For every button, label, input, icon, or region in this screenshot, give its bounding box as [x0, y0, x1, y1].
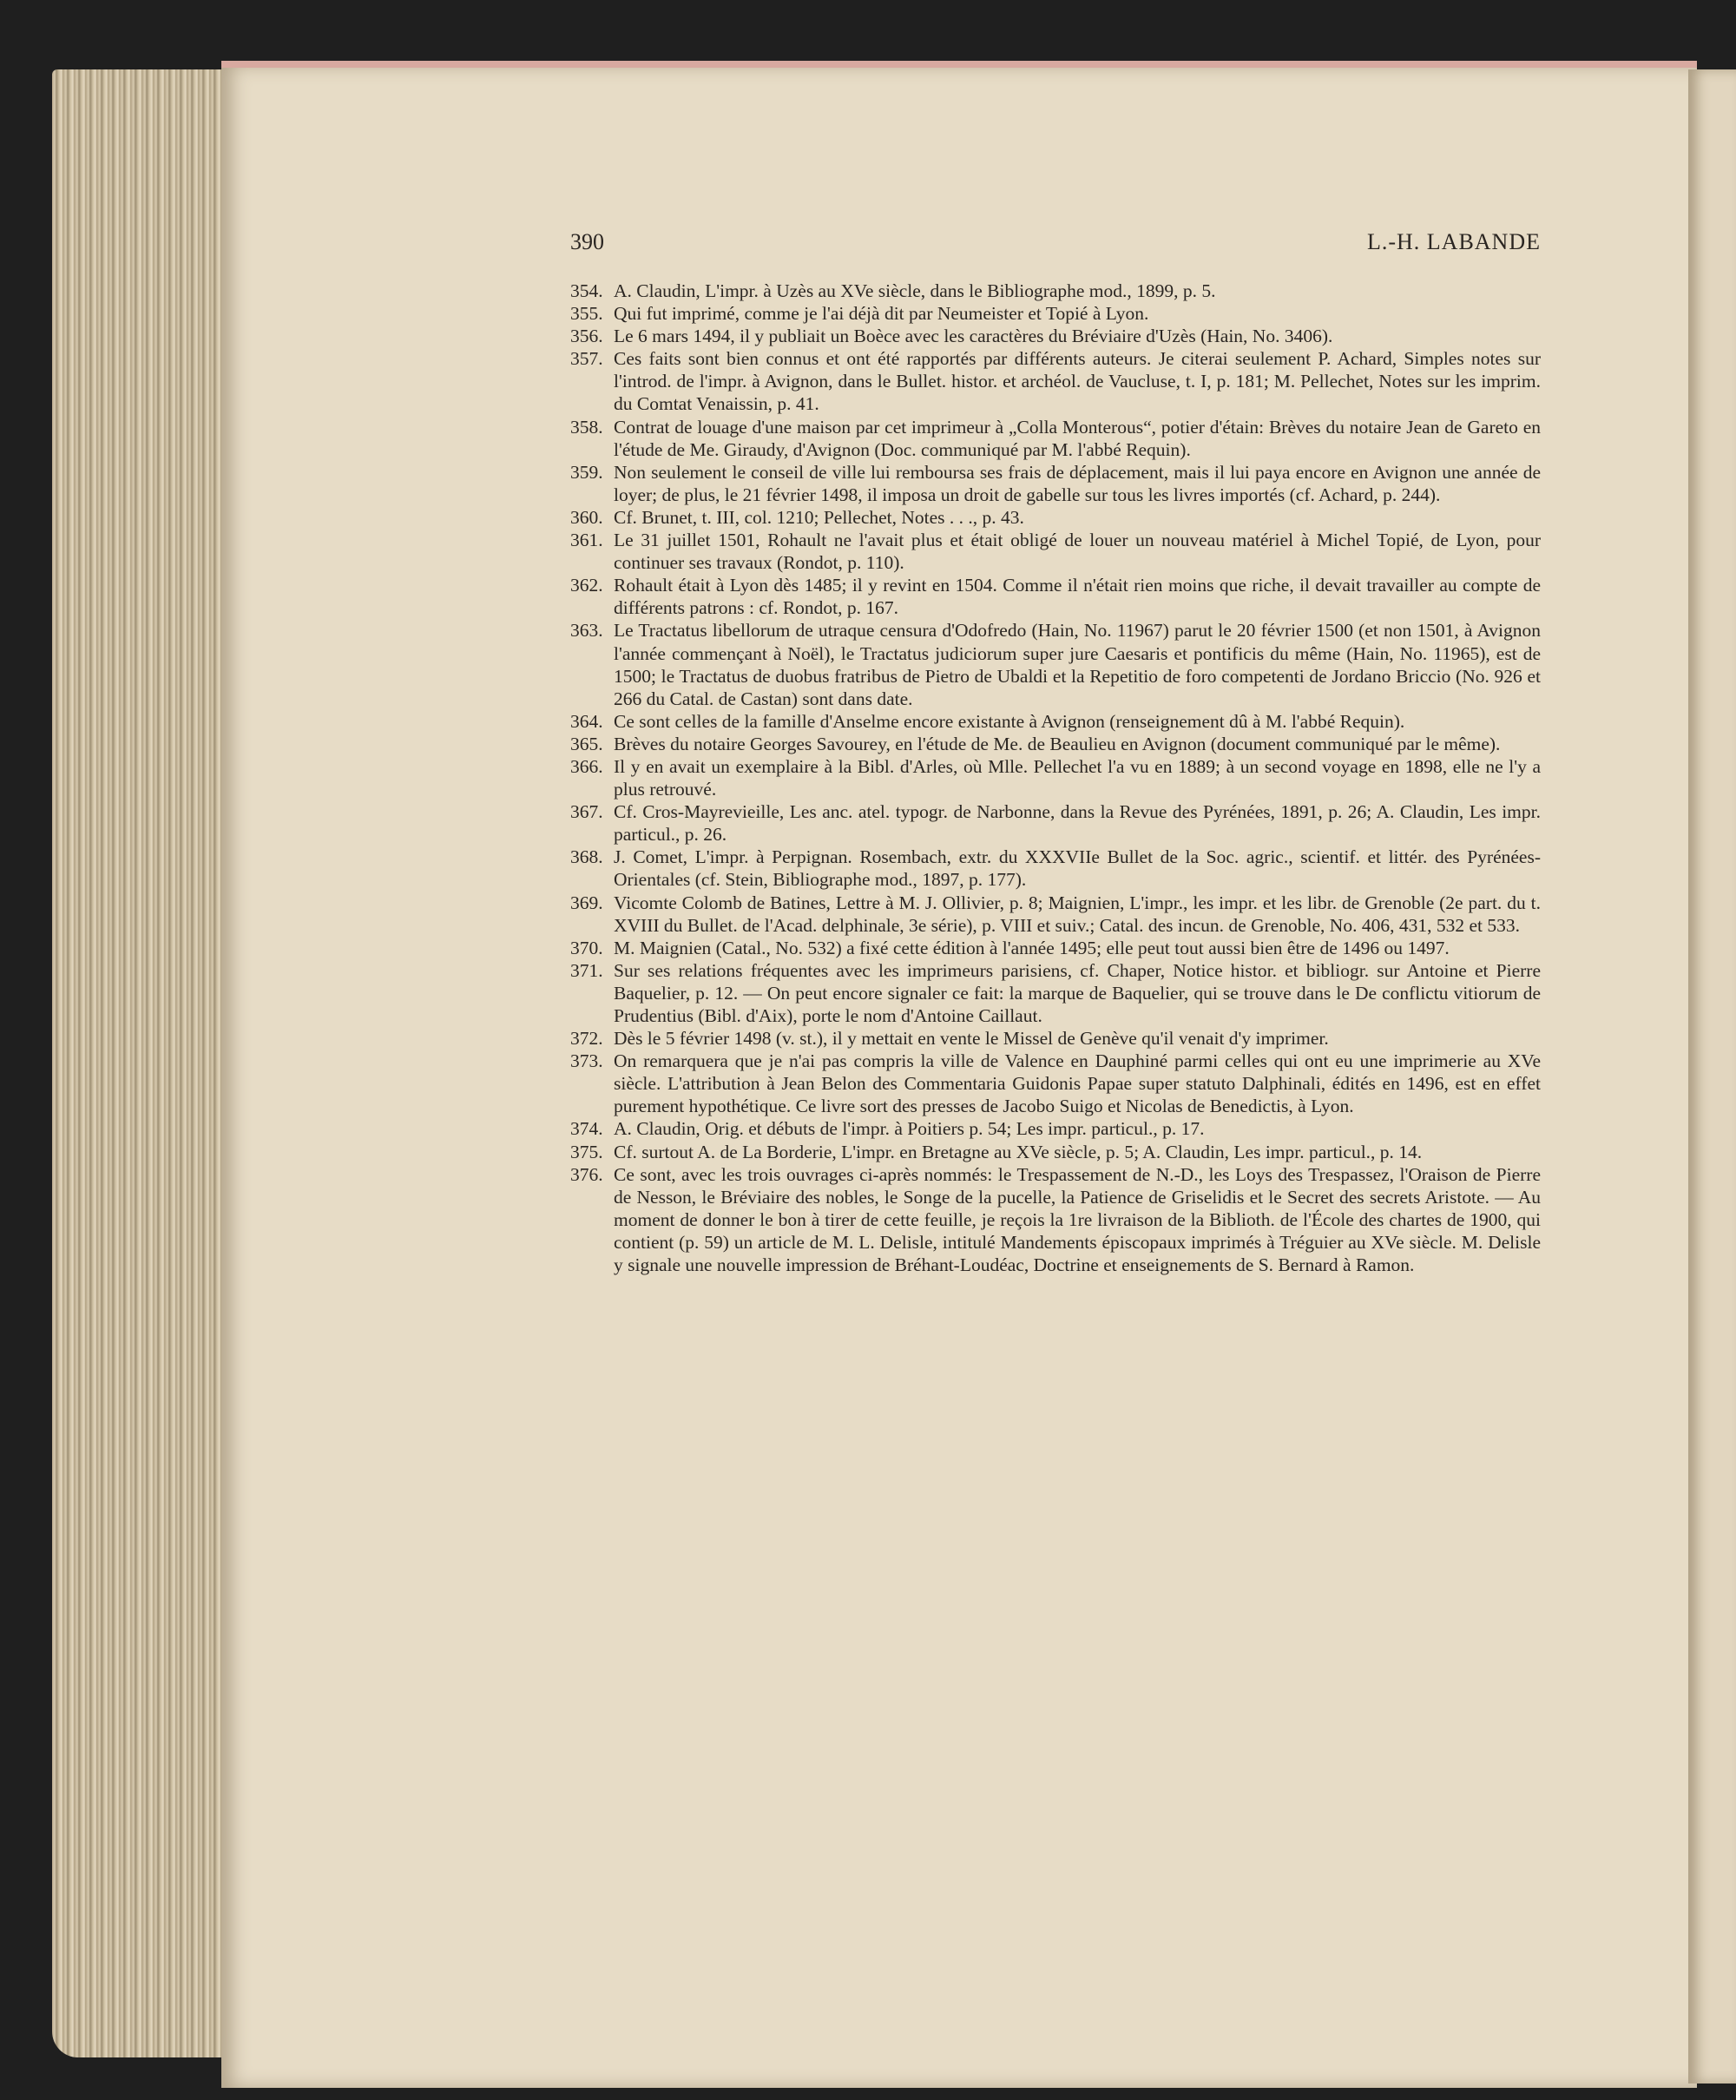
footnote-number: 372.	[570, 1028, 603, 1050]
footnote-text: Cf. surtout A. de La Borderie, L'impr. en Bretagne au XVe siècle, p. 5; A. Claudin, Les impr. particul., p. 14.	[614, 1141, 1423, 1162]
footnote-number: 369.	[570, 892, 603, 913]
page-top-edge	[221, 61, 1697, 68]
footnote-text: Rohault était à Lyon dès 1485; il y revint en 1504. Comme il n'était rien moins que riche, il devait travailler au compte de différents patrons : cf. Rondot, p. 167.	[614, 575, 1541, 619]
footnote	[570, 347, 1541, 415]
footnote-text: Ce sont celles de la famille d'Anselme encore existante à Avignon (renseignement dû à M. l'abbé Requin).	[614, 710, 1405, 732]
footnote-number: 359.	[570, 461, 603, 483]
footnote	[570, 892, 1541, 937]
footnote-text: Dès le 5 février 1498 (v. st.), il y mettait en vente le Missel de Genève qu'il venait d'y imprimer.	[614, 1028, 1329, 1050]
footnote	[570, 1050, 1541, 1117]
footnote-number: 368.	[570, 846, 603, 868]
footnote-number: 373.	[570, 1050, 603, 1072]
footnote	[570, 325, 1541, 347]
footnote	[570, 959, 1541, 1027]
footnote	[570, 1163, 1541, 1276]
footnote	[570, 529, 1541, 574]
footnote-number: 374.	[570, 1118, 603, 1140]
footnote	[570, 800, 1541, 846]
footnote-text: Le 31 juillet 1501, Rohault ne l'avait plus et était obligé de louer un nouveau matériel à Michel Topié, de Lyon, pour continuer ses travaux (Rondot, p. 110).	[614, 530, 1541, 574]
footnote-number: 361.	[570, 530, 603, 551]
footnote	[570, 755, 1541, 800]
footnote-text: Brèves du notaire Georges Savourey, en l'étude de Me. de Beaulieu en Avignon (document communiqué par le même).	[614, 733, 1501, 754]
footnote-text: Sur ses relations fréquentes avec les imprimeurs parisiens, cf. Chaper, Notice histor. et bibliogr. sur Antoine et Pierre Baquelier, p. 12. — On peut encore signaler ce fait: la marque de Baquelier, qui se trouve dans le De conflictu vitiorum de Prudentius (Bibl. d'Aix), porte le nom d'Antoine Caillaut.	[614, 959, 1541, 1026]
footnote	[570, 846, 1541, 891]
footnote-number: 376.	[570, 1163, 603, 1185]
footnote-text: Contrat de louage d'une maison par cet imprimeur à „Colla Monterous“, potier d'étain: Brèves du notaire Jean de Gareto en l'étude de Me. Giraudy, d'Avignon (Doc. communiqué par M. l'abbé Requin).	[614, 416, 1541, 460]
footnote	[570, 416, 1541, 461]
footnote-text: Cf. Cros-Mayrevieille, Les anc. atel. typogr. de Narbonne, dans la Revue des Pyrénées, 1891, p. 26; A. Claudin, Les impr. particul., p. 26.	[614, 801, 1541, 846]
footnote-number: 363.	[570, 620, 603, 642]
footnote	[570, 1117, 1541, 1140]
footnote-number: 360.	[570, 506, 603, 528]
footnote	[570, 506, 1541, 529]
footnote-text: Le Tractatus libellorum de utraque censura d'Odofredo (Hain, No. 11967) parut le 20 février 1500 (et non 1501, à Avignon l'année commençant à Noël), le Tractatus judiciorum super jure Caesaris et pontificis du même (Hain, No. 11965), est de 1500; le Tractatus de duobus fratribus de Pietro de Ubaldi et la Repetitio de foro competenti de Jordano Briccio (No. 926 et 266 du Catal. de Castan) sont dans date.	[614, 620, 1541, 709]
footnote-number: 356.	[570, 326, 603, 347]
footnote-text: On remarquera que je n'ai pas compris la ville de Valence en Dauphiné parmi celles qui ont eu une imprimerie au XVe siècle. L'attribution à Jean Belon des Commentaria Guidonis Papae super statuto Dalphinali, édités en 1496, est en effet purement hypothétique. Ce livre sort des presses de Jacobo Suigo et Nicolas de Benedictis, à Lyon.	[614, 1050, 1541, 1117]
footnote-text: Vicomte Colomb de Batines, Lettre à M. J. Ollivier, p. 8; Maignien, L'impr., les impr. et les libr. de Grenoble (2e part. du t. XVIII du Bullet. de l'Acad. delphinale, 3e série), p. VIII et suiv.; Catal. des incun. de Grenoble, No. 406, 431, 532 et 533.	[614, 892, 1541, 936]
footnote-text: Qui fut imprimé, comme je l'ai déjà dit par Neumeister et Topié à Lyon.	[614, 303, 1149, 325]
footnote	[570, 302, 1541, 325]
footnote-number: 366.	[570, 755, 603, 777]
footnote	[570, 1141, 1541, 1163]
footnote-number: 358.	[570, 416, 603, 438]
footnote-text: Il y en avait un exemplaire à la Bibl. d'Arles, où Mlle. Pellechet l'a vu en 1889; à un second voyage en 1898, elle ne l'y a plus retrouvé.	[614, 755, 1541, 800]
footnote-text: M. Maignien (Catal., No. 532) a fixé cette édition à l'année 1495; elle peut tout aussi bien être de 1496 ou 1497.	[614, 937, 1450, 958]
facing-page-edge	[1688, 69, 1736, 2084]
running-head	[570, 229, 1541, 264]
footnote-text: A. Claudin, L'impr. à Uzès au XVe siècle, dans le Bibliographe mod., 1899, p. 5.	[614, 280, 1216, 301]
footnote	[570, 937, 1541, 959]
footnote-number: 357.	[570, 348, 603, 370]
footnote-number: 354.	[570, 280, 603, 301]
footnote-text: Ce sont, avec les trois ouvrages ci-après nommés: le Trespassement de N.-D., les Loys des Trespassez, l'Oraison de Pierre de Nesson, le Bréviaire des nobles, le Songe de la pucelle, la Patience de Griselidis et le Secret des secrets Aristote. — Au moment de donner le bon à tirer de cette feuille, je reçois la 1re livraison de la Biblioth. de l'École des chartes de 1900, qui contient (p. 59) un article de M. L. Delisle, intitulé Mandements épiscopaux imprimés à Tréguier au XVe siècle. M. Delisle y signale une nouvelle impression de Bréhant-Loudéac, Doctrine et enseignements de S. Bernard à Ramon.	[614, 1163, 1541, 1276]
page-number: 390	[570, 229, 604, 254]
footnote-text: A. Claudin, Orig. et débuts de l'impr. à Poitiers p. 54; Les impr. particul., p. 17.	[614, 1118, 1205, 1140]
footnote-number: 362.	[570, 575, 603, 596]
footnote	[570, 280, 1541, 302]
footnote	[570, 461, 1541, 506]
footnotes-list	[570, 280, 1541, 1276]
book-page-edges	[52, 69, 239, 2057]
running-author: L.-H. LABANDE	[1366, 229, 1541, 254]
footnote-number: 371.	[570, 959, 603, 981]
footnote-number: 365.	[570, 733, 603, 754]
footnote-text: Cf. Brunet, t. III, col. 1210; Pellechet, Notes . . ., p. 43.	[614, 506, 1024, 528]
footnote	[570, 733, 1541, 755]
footnote-number: 375.	[570, 1141, 603, 1162]
footnote	[570, 1027, 1541, 1050]
footnote-number: 367.	[570, 801, 603, 823]
footnote-text: Non seulement le conseil de ville lui remboursa ses frais de déplacement, mais il lui paya encore en Avignon une année de loyer; de plus, le 21 février 1498, il imposa un droit de gabelle sur tous les livres importés (cf. Achard, p. 244).	[614, 461, 1541, 505]
footnote-text: Ces faits sont bien connus et ont été rapportés par différents auteurs. Je citerai seulement P. Achard, Simples notes sur l'introd. de l'impr. à Avignon, dans le Bullet. histor. et archéol. de Vaucluse, t. I, p. 181; M. Pellechet, Notes sur les imprim. du Comtat Venaissin, p. 41.	[614, 348, 1541, 415]
footnote-text: Le 6 mars 1494, il y publiait un Boèce avec les caractères du Bréviaire d'Uzès (Hain, No. 3406).	[614, 326, 1333, 347]
footnote	[570, 619, 1541, 709]
footnote	[570, 574, 1541, 619]
footnote-number: 355.	[570, 303, 603, 325]
footnote-text: J. Comet, L'impr. à Perpignan. Rosembach, extr. du XXXVIIe Bullet de la Soc. agric., scientif. et littér. des Pyrénées-Orientales (cf. Stein, Bibliographe mod., 1897, p. 177).	[614, 846, 1541, 891]
footnote-number: 364.	[570, 710, 603, 732]
footnote	[570, 710, 1541, 733]
footnote-number: 370.	[570, 937, 603, 958]
